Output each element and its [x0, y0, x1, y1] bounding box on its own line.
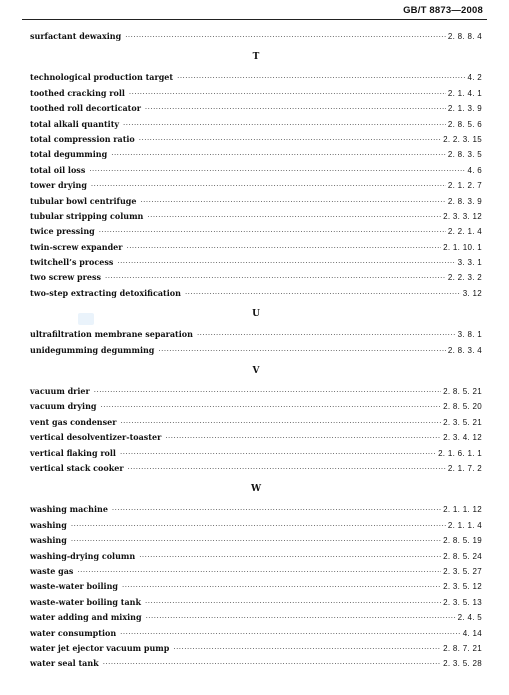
index-reference: 2. 3. 5. 28 [443, 659, 482, 669]
index-entry [30, 641, 482, 656]
index-entry [30, 240, 482, 255]
index-term: waste-water boiling [30, 581, 118, 592]
index-term: washing [30, 535, 67, 546]
index-entry [30, 270, 482, 285]
index-term: waste-water boiling tank [30, 596, 142, 607]
index-term: surfactant dewaxing [30, 31, 122, 41]
index-entry [30, 533, 482, 548]
leader-dots [129, 87, 446, 102]
index-entry [30, 327, 482, 342]
leader-dots [105, 271, 446, 286]
index-reference: 2. 1. 4. 1 [447, 88, 482, 98]
index-term: total alkali quantity [30, 118, 120, 129]
index-reference: 2. 3. 4. 12 [443, 433, 482, 443]
leader-dots [123, 118, 446, 133]
index-term: total degumming [30, 149, 108, 160]
index-reference: 2. 1. 1. 4 [447, 520, 482, 530]
index-entry [30, 502, 482, 517]
index-entry [30, 610, 482, 625]
leader-dots [125, 30, 446, 45]
index-entry [30, 286, 482, 301]
index-entry [30, 564, 482, 579]
index-entry [30, 595, 482, 610]
index-term: technological production target [30, 72, 174, 83]
leader-dots [145, 596, 441, 611]
leader-dots [173, 642, 441, 657]
leader-dots [185, 287, 461, 302]
index-term: water jet ejector vacuum pump [30, 642, 170, 653]
index-reference: 3. 8. 1 [457, 330, 482, 340]
index-entry [30, 101, 482, 116]
index-entry [30, 255, 482, 270]
leader-dots [71, 519, 446, 534]
index-term: ultrafiltration membrane separation [30, 329, 193, 340]
index-entry [30, 178, 482, 193]
index-term: vacuum drier [30, 386, 90, 397]
leader-dots [158, 344, 445, 359]
index-reference: 2. 1. 3. 9 [447, 104, 482, 114]
index-entry [30, 399, 482, 414]
index-reference: 2. 3. 3. 12 [443, 211, 482, 221]
index-reference: 2. 1. 7. 2 [447, 463, 482, 473]
index-reference: 2. 8. 5. 6 [447, 119, 482, 129]
index-reference: 2. 3. 5. 13 [443, 597, 482, 607]
index-reference: 2. 8. 8. 4 [447, 32, 482, 41]
header-rule [22, 19, 487, 20]
leader-dots [165, 431, 441, 446]
index-entry [30, 626, 482, 641]
leader-dots [126, 241, 441, 256]
leader-dots [146, 611, 456, 626]
index-reference: 2. 8. 3. 4 [447, 345, 482, 355]
index-term: tubular stripping column [30, 210, 144, 221]
index-term: total oil loss [30, 164, 86, 175]
index-reference: 2. 3. 5. 21 [443, 417, 482, 427]
index-content [30, 29, 482, 672]
leader-dots [71, 534, 441, 549]
leader-dots [120, 447, 436, 462]
index-term: washing machine [30, 504, 108, 515]
section-letter: W [250, 484, 262, 495]
index-reference: 2. 2. 3. 2 [447, 273, 482, 283]
section-letter: T [252, 52, 260, 63]
leader-dots [117, 256, 455, 271]
leader-dots [197, 328, 456, 343]
index-reference: 2. 8. 5. 20 [443, 402, 482, 412]
index-reference: 4. 2 [467, 73, 482, 83]
index-term: vertical flaking roll [30, 447, 116, 458]
index-term: two screw press [30, 272, 101, 283]
leader-dots [147, 210, 441, 225]
leader-dots [120, 416, 441, 431]
index-term: waste gas [30, 565, 74, 576]
index-reference: 2. 8. 5. 24 [443, 551, 482, 561]
index-reference: 2. 1. 1. 12 [443, 505, 482, 515]
index-reference: 2. 1. 10. 1 [443, 242, 482, 252]
index-term: water adding and mixing [30, 612, 142, 623]
index-entry [30, 209, 482, 224]
leader-dots [91, 179, 446, 194]
index-term: water consumption [30, 627, 117, 638]
index-entry [30, 224, 482, 239]
leader-dots [101, 400, 442, 415]
index-entry [30, 70, 482, 85]
index-reference: 2. 1. 6. 1. 1 [438, 448, 482, 458]
document-standard-number: GB/T 8873—2008 [403, 5, 483, 16]
index-reference: 4. 14 [462, 628, 482, 638]
leader-dots [139, 133, 441, 148]
index-reference: 2. 3. 5. 27 [443, 566, 482, 576]
leader-dots [103, 657, 441, 672]
index-entry [30, 384, 482, 399]
index-term: toothed roll decorticator [30, 103, 141, 114]
leader-dots [140, 195, 445, 210]
leader-dots [112, 503, 441, 518]
leader-dots [89, 164, 465, 179]
leader-dots [99, 225, 446, 240]
leader-dots [139, 550, 441, 565]
index-entry [30, 163, 482, 178]
leader-dots [145, 102, 446, 117]
leader-dots [94, 385, 441, 400]
index-entry [30, 86, 482, 101]
leader-dots [111, 148, 446, 163]
index-entry [30, 518, 482, 533]
index-entry [30, 132, 482, 147]
leader-dots [128, 462, 446, 477]
index-entry [30, 117, 482, 132]
index-term: vent gas condenser [30, 416, 117, 427]
index-reference: 2. 8. 5. 19 [443, 536, 482, 546]
section-letter: V [252, 366, 260, 377]
index-term: water seal tank [30, 658, 99, 669]
index-term: twitchell’s process [30, 257, 114, 268]
leader-dots [122, 580, 441, 595]
index-reference: 2. 8. 3. 5 [447, 150, 482, 160]
index-term: unidegumming degumming [30, 344, 155, 355]
index-term: tower drying [30, 180, 87, 191]
index-term: washing-drying column [30, 550, 136, 561]
leader-dots [120, 627, 461, 642]
index-reference: 3. 12 [462, 288, 482, 298]
index-term: vertical stack cooker [30, 462, 124, 473]
index-reference: 2. 2. 1. 4 [447, 227, 482, 237]
index-term: toothed cracking roll [30, 87, 125, 98]
index-reference: 2. 1. 2. 7 [447, 181, 482, 191]
index-entry [30, 549, 482, 564]
index-term: twice pressing [30, 226, 95, 237]
index-entry [30, 343, 482, 358]
index-reference: 2. 4. 5 [457, 613, 482, 623]
index-entry [30, 656, 482, 671]
index-entry [30, 147, 482, 162]
index-term: vacuum drying [30, 401, 97, 412]
index-entry [30, 430, 482, 445]
index-term: two-step extracting detoxification [30, 287, 181, 298]
index-reference: 2. 8. 5. 21 [443, 387, 482, 397]
index-term: vertical desolventizer-toaster [30, 432, 162, 443]
index-entry [30, 415, 482, 430]
index-term: total compression ratio [30, 133, 135, 144]
leader-dots [77, 565, 441, 580]
index-entry [30, 461, 482, 476]
index-reference: 2. 8. 7. 21 [443, 643, 482, 653]
leader-dots [177, 71, 465, 86]
index-term: tubular bowl centrifuge [30, 195, 137, 206]
index-entry [30, 194, 482, 209]
index-reference: 2. 8. 3. 9 [447, 196, 482, 206]
index-reference: 3. 3. 1 [457, 258, 482, 268]
section-letter: U [252, 309, 260, 320]
index-term: twin-screw expander [30, 241, 123, 252]
index-entry [30, 29, 482, 44]
index-reference: 4. 6 [467, 165, 482, 175]
index-entry [30, 579, 482, 594]
index-reference: 2. 2. 3. 15 [443, 134, 482, 144]
index-term: washing [30, 519, 67, 530]
index-reference: 2. 3. 5. 12 [443, 582, 482, 592]
index-entry [30, 446, 482, 461]
